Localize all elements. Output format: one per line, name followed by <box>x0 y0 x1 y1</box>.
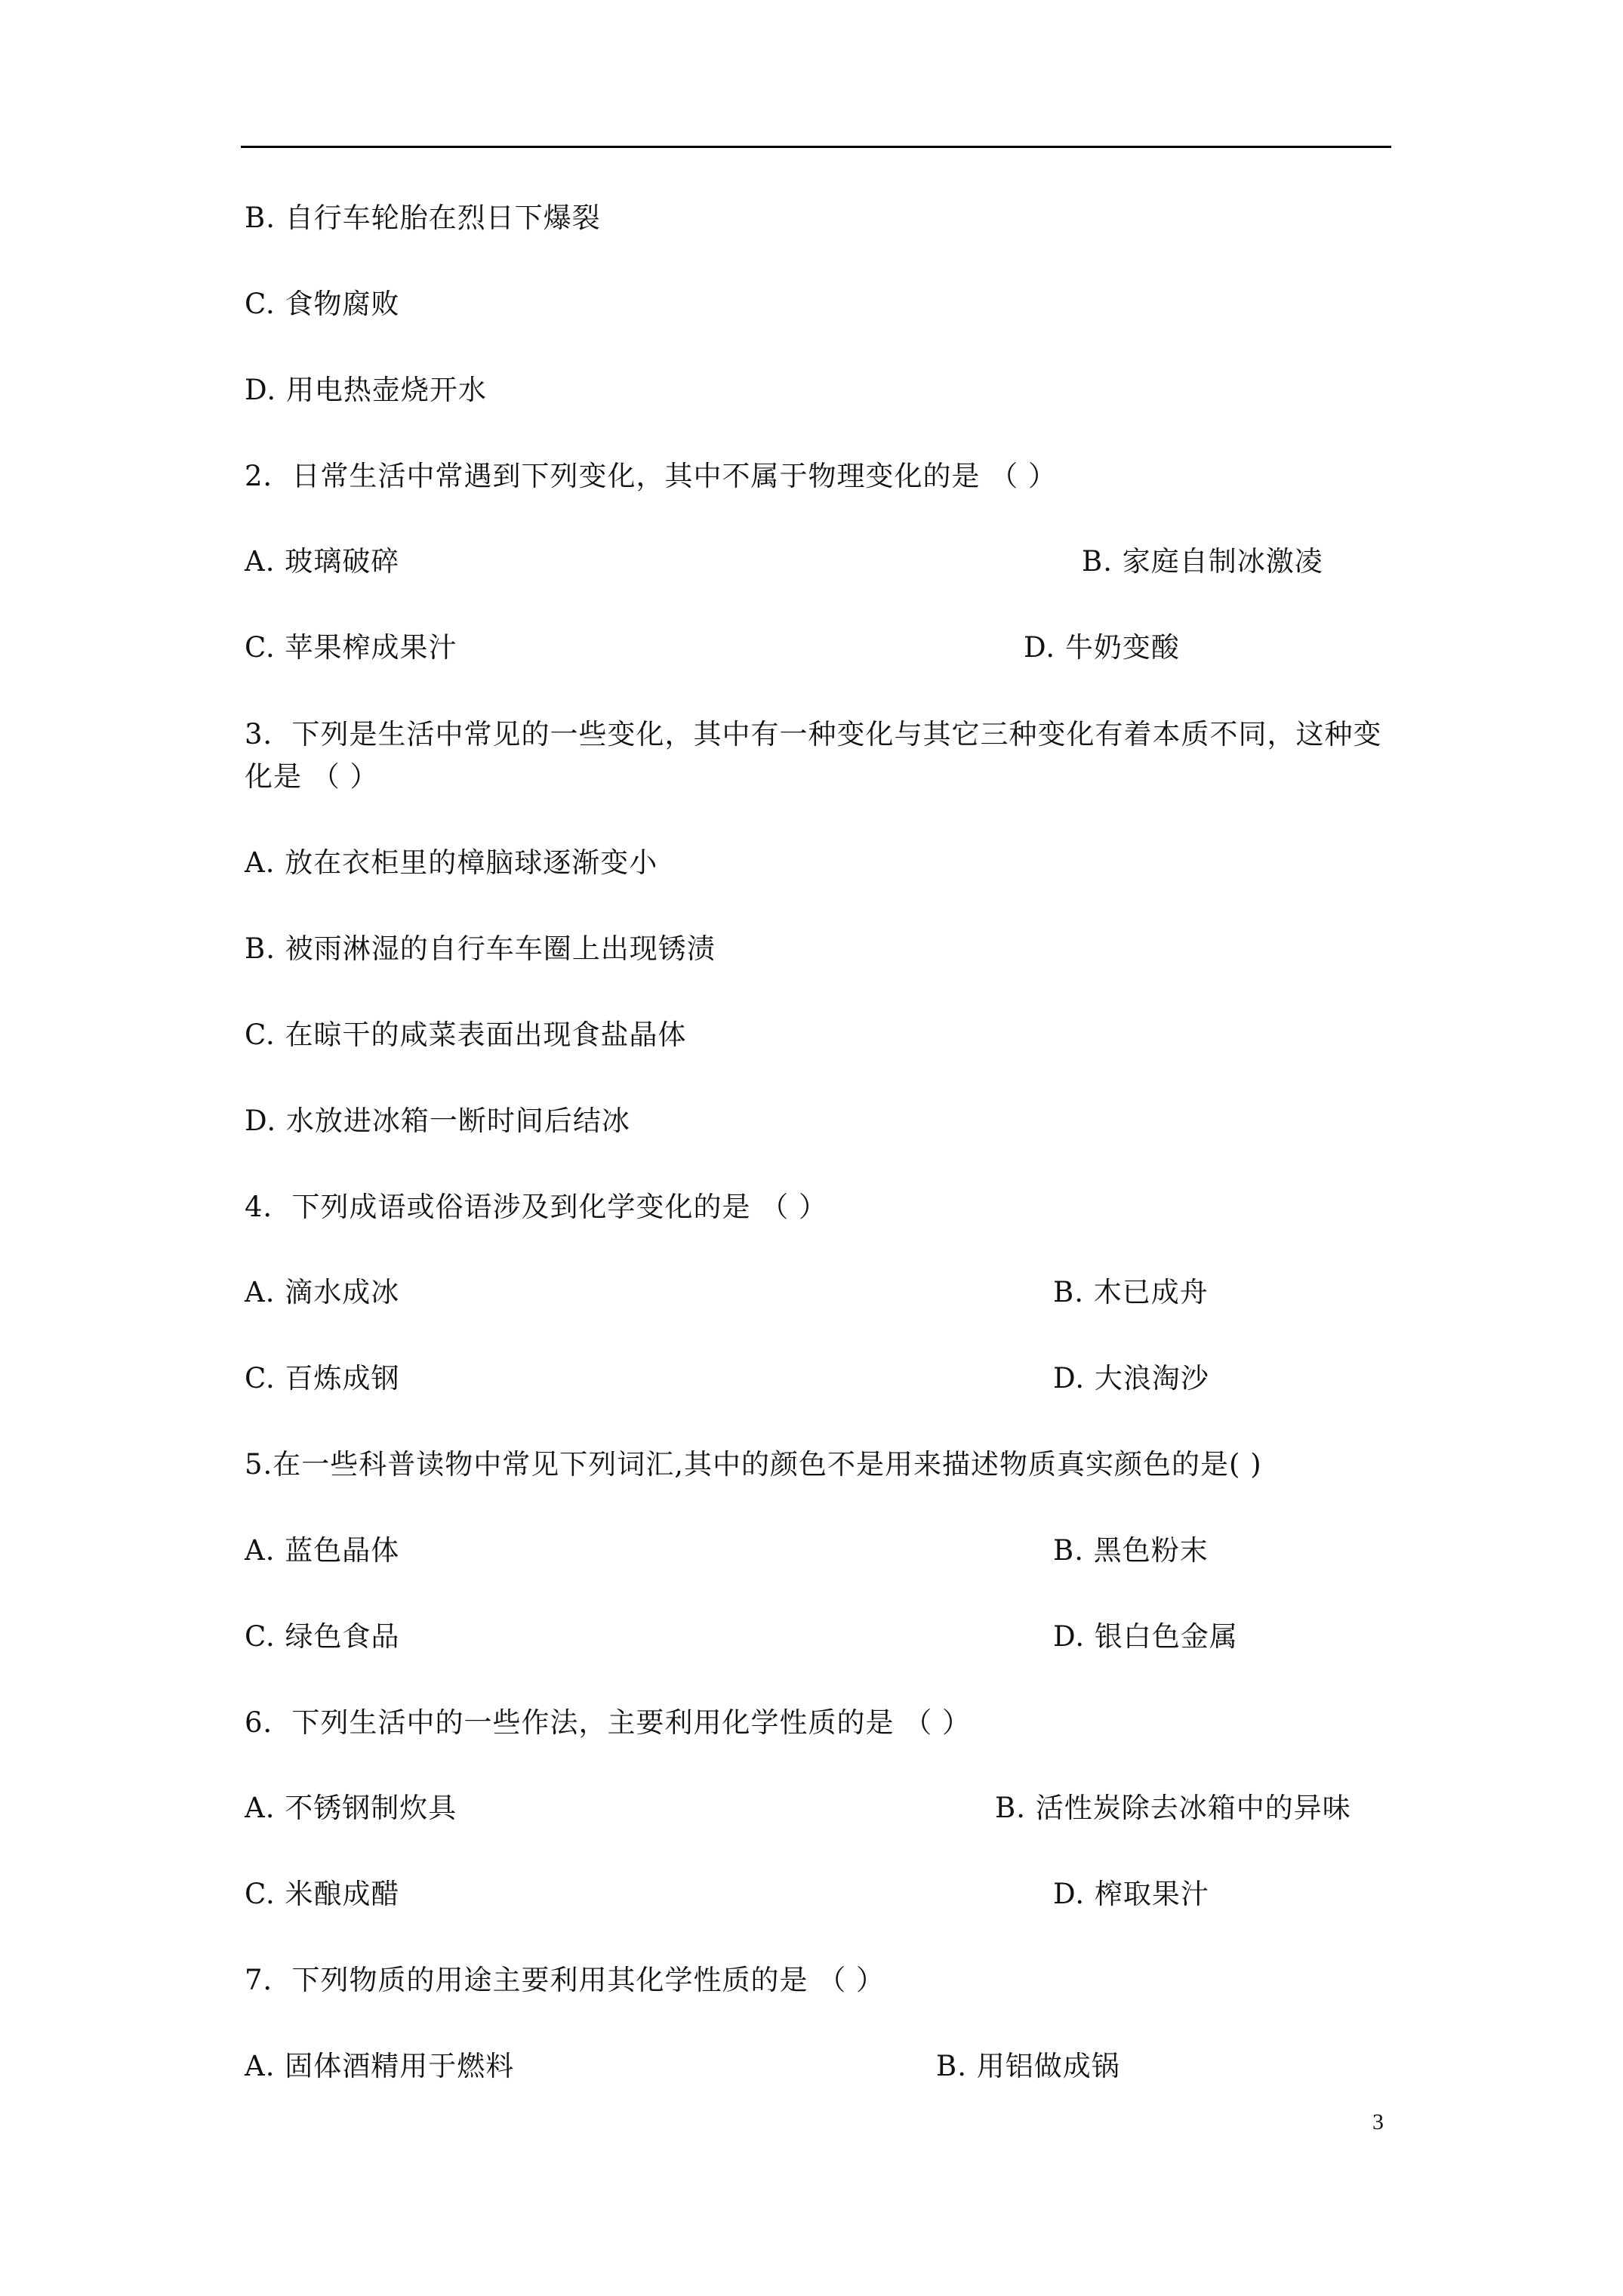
q3-option-d: D. 水放进冰箱一断时间后结冰 <box>245 1105 630 1137</box>
q2-stem: 2．日常生活中常遇到下列变化，其中不属于物理变化的是 （ ） <box>245 460 1058 492</box>
q4-option-d: D. 大浪淘沙 <box>1053 1362 1209 1395</box>
q7-stem: 7．下列物质的用途主要利用其化学性质的是 （ ） <box>245 1964 885 1996</box>
q4-option-a: A. 滴水成冰 <box>245 1276 400 1308</box>
q7-option-a: A. 固体酒精用于燃料 <box>245 2050 515 2082</box>
q5-option-a: A. 蓝色晶体 <box>245 1534 400 1567</box>
page-number: 3 <box>1372 2110 1384 2134</box>
q6-option-b: B. 活性炭除去冰箱中的异味 <box>995 1792 1351 1824</box>
q3-option-b: B. 被雨淋湿的自行车车圈上出现锈渍 <box>245 932 716 965</box>
q2-option-b: B. 家庭自制冰激凌 <box>1082 545 1323 578</box>
q3-option-a: A. 放在衣柜里的樟脑球逐渐变小 <box>245 846 658 879</box>
q6-option-c: C. 米酿成醋 <box>245 1878 400 1910</box>
q5-option-c: C. 绿色食品 <box>245 1620 400 1653</box>
q2-option-d: D. 牛奶变酸 <box>1024 631 1180 664</box>
q5-option-b: B. 黑色粉末 <box>1053 1534 1209 1567</box>
header-rule <box>241 146 1391 148</box>
q1-option-b: B. 自行车轮胎在烈日下爆裂 <box>245 202 601 234</box>
q2-option-c: C. 苹果榨成果汁 <box>245 631 457 664</box>
q7-option-b: B. 用铝做成锅 <box>936 2050 1120 2082</box>
q4-option-b: B. 木已成舟 <box>1053 1276 1209 1308</box>
q4-stem: 4．下列成语或俗语涉及到化学变化的是 （ ） <box>245 1191 828 1223</box>
q6-stem: 6．下列生活中的一些作法，主要利用化学性质的是 （ ） <box>245 1706 972 1739</box>
q5-option-d: D. 银白色金属 <box>1053 1620 1238 1653</box>
q6-option-a: A. 不锈钢制炊具 <box>245 1792 457 1824</box>
q1-option-c: C. 食物腐败 <box>245 288 400 320</box>
q2-option-a: A. 玻璃破碎 <box>245 545 400 578</box>
q6-option-d: D. 榨取果汁 <box>1053 1878 1209 1910</box>
q5-stem: 5.在一些科普读物中常见下列词汇,其中的颜色不是用来描述物质真实颜色的是( ) <box>245 1448 1262 1481</box>
q3-stem-line1: 3．下列是生活中常见的一些变化，其中有一种变化与其它三种变化有着本质不同，这种变 <box>245 718 1382 750</box>
q3-stem-line2: 化是 （ ） <box>245 760 379 793</box>
q4-option-c: C. 百炼成钢 <box>245 1362 400 1395</box>
q1-option-d: D. 用电热壶烧开水 <box>245 374 487 406</box>
q3-option-c: C. 在晾干的咸菜表面出现食盐晶体 <box>245 1019 687 1051</box>
